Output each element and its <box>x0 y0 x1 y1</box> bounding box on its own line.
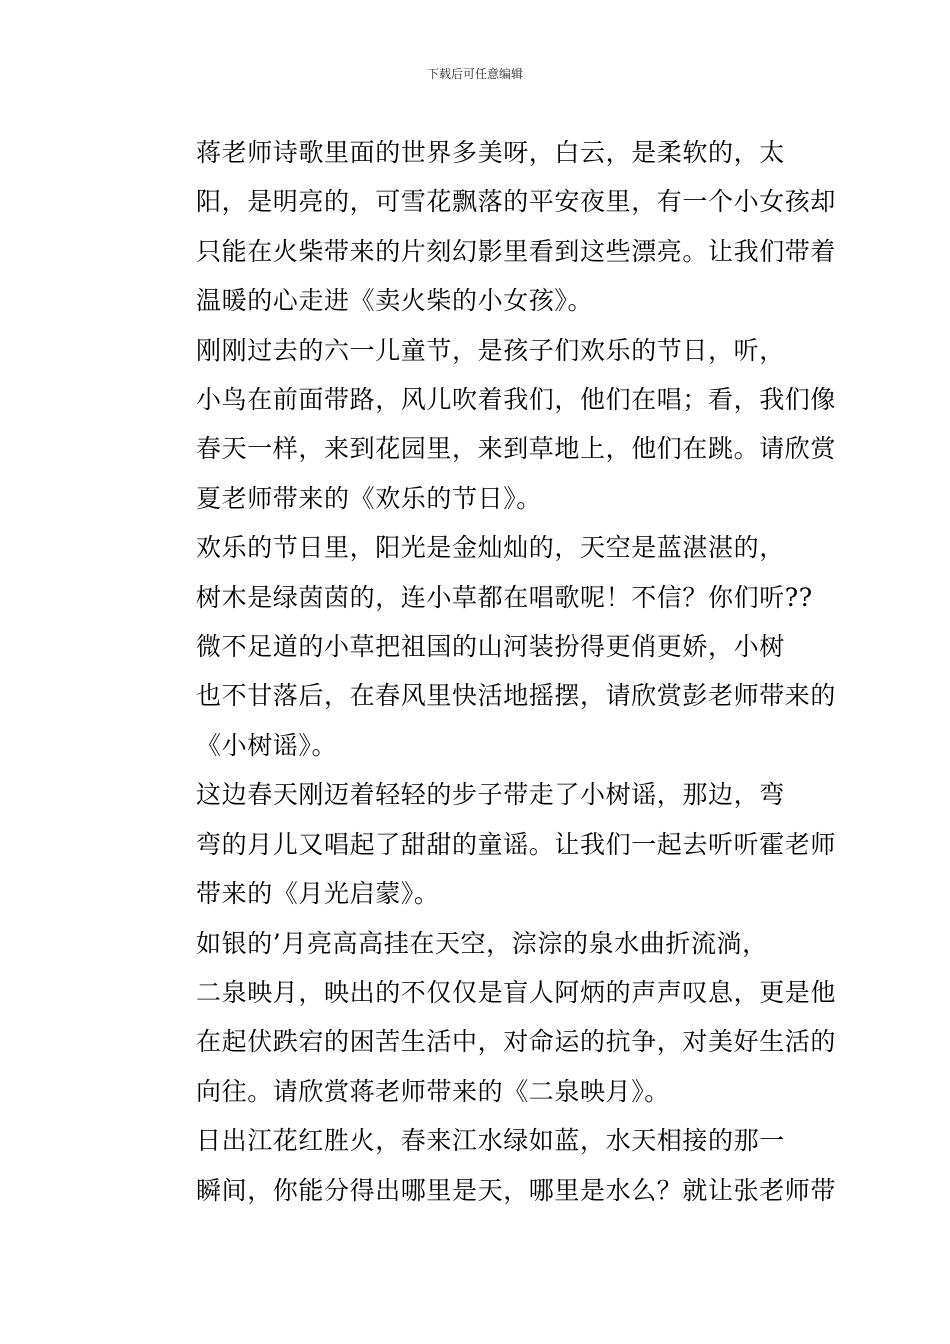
text-line: 微不足道的小草把祖国的山河装扮得更俏更娇，小树 <box>196 632 785 662</box>
text-line: 二泉映月，映出的不仅仅是盲人阿炳的声声叹息，更是他 <box>196 977 837 1007</box>
text-line: 阳，是明亮的，可雪花飘落的平安夜里，有一个小女孩却 <box>196 187 837 217</box>
text-line: 《小树谣》。 <box>196 730 338 760</box>
text-line: 欢乐的节日里，阳光是金灿灿的，天空是蓝湛湛的， <box>196 533 785 563</box>
text-line: 只能在火柴带来的片刻幻影里看到这些漂亮。让我们带着 <box>196 236 837 266</box>
text-line: 夏老师带来的《欢乐的节日》。 <box>196 483 542 513</box>
text-line: 也不甘落后，在春风里快活地摇摆，请欣赏彭老师带来的 <box>196 681 837 711</box>
paragraph <box>146 128 837 326</box>
text-line: 这边春天刚迈着轻轻的步子带走了小树谣，那边，弯 <box>196 780 785 810</box>
page-header-note: 下载后可任意编辑 <box>426 67 523 81</box>
paragraph <box>146 1116 837 1215</box>
text-line: 带来的《月光启蒙》。 <box>196 879 440 909</box>
paragraph <box>146 770 837 918</box>
text-line: 刚刚过去的六一儿童节，是孩子们欢乐的节日，听， <box>196 335 785 365</box>
text-line: 春天一样，来到花园里，来到草地上，他们在跳。请欣赏 <box>196 434 837 464</box>
text-line: 在起伏跌宕的困苦生活中，对命运的抗争，对美好生活的 <box>196 1027 837 1057</box>
paragraph <box>146 326 837 524</box>
text-line: 温暖的心走进《卖火柴的小女孩》。 <box>196 286 594 316</box>
text-line: 日出江花红胜火，春来江水绿如蓝，水天相接的那一 <box>196 1126 785 1156</box>
text-line: 如银的’月亮高高挂在天空，淙淙的泉水曲折流淌， <box>196 928 768 958</box>
paragraph <box>146 523 813 622</box>
paragraph <box>146 622 837 770</box>
text-line: 弯的月儿又唱起了甜甜的童谣。让我们一起去听听霍老师 <box>196 829 837 859</box>
paragraph <box>146 919 837 1117</box>
text-line: 蒋老师诗歌里面的世界多美呀，白云，是柔软的，太 <box>196 138 785 167</box>
document-body <box>146 128 837 1215</box>
text-line: 向往。请欣赏蒋老师带来的《二泉映月》。 <box>196 1076 670 1106</box>
text-line: 小鸟在前面带路，风儿吹着我们，他们在唱；看，我们像 <box>196 385 837 415</box>
text-line: 树木是绿茵茵的，连小草都在唱歌呢！不信？你们听?? <box>196 582 813 612</box>
text-line: 瞬间，你能分得出哪里是天，哪里是水么？就让张老师带 <box>196 1175 837 1205</box>
